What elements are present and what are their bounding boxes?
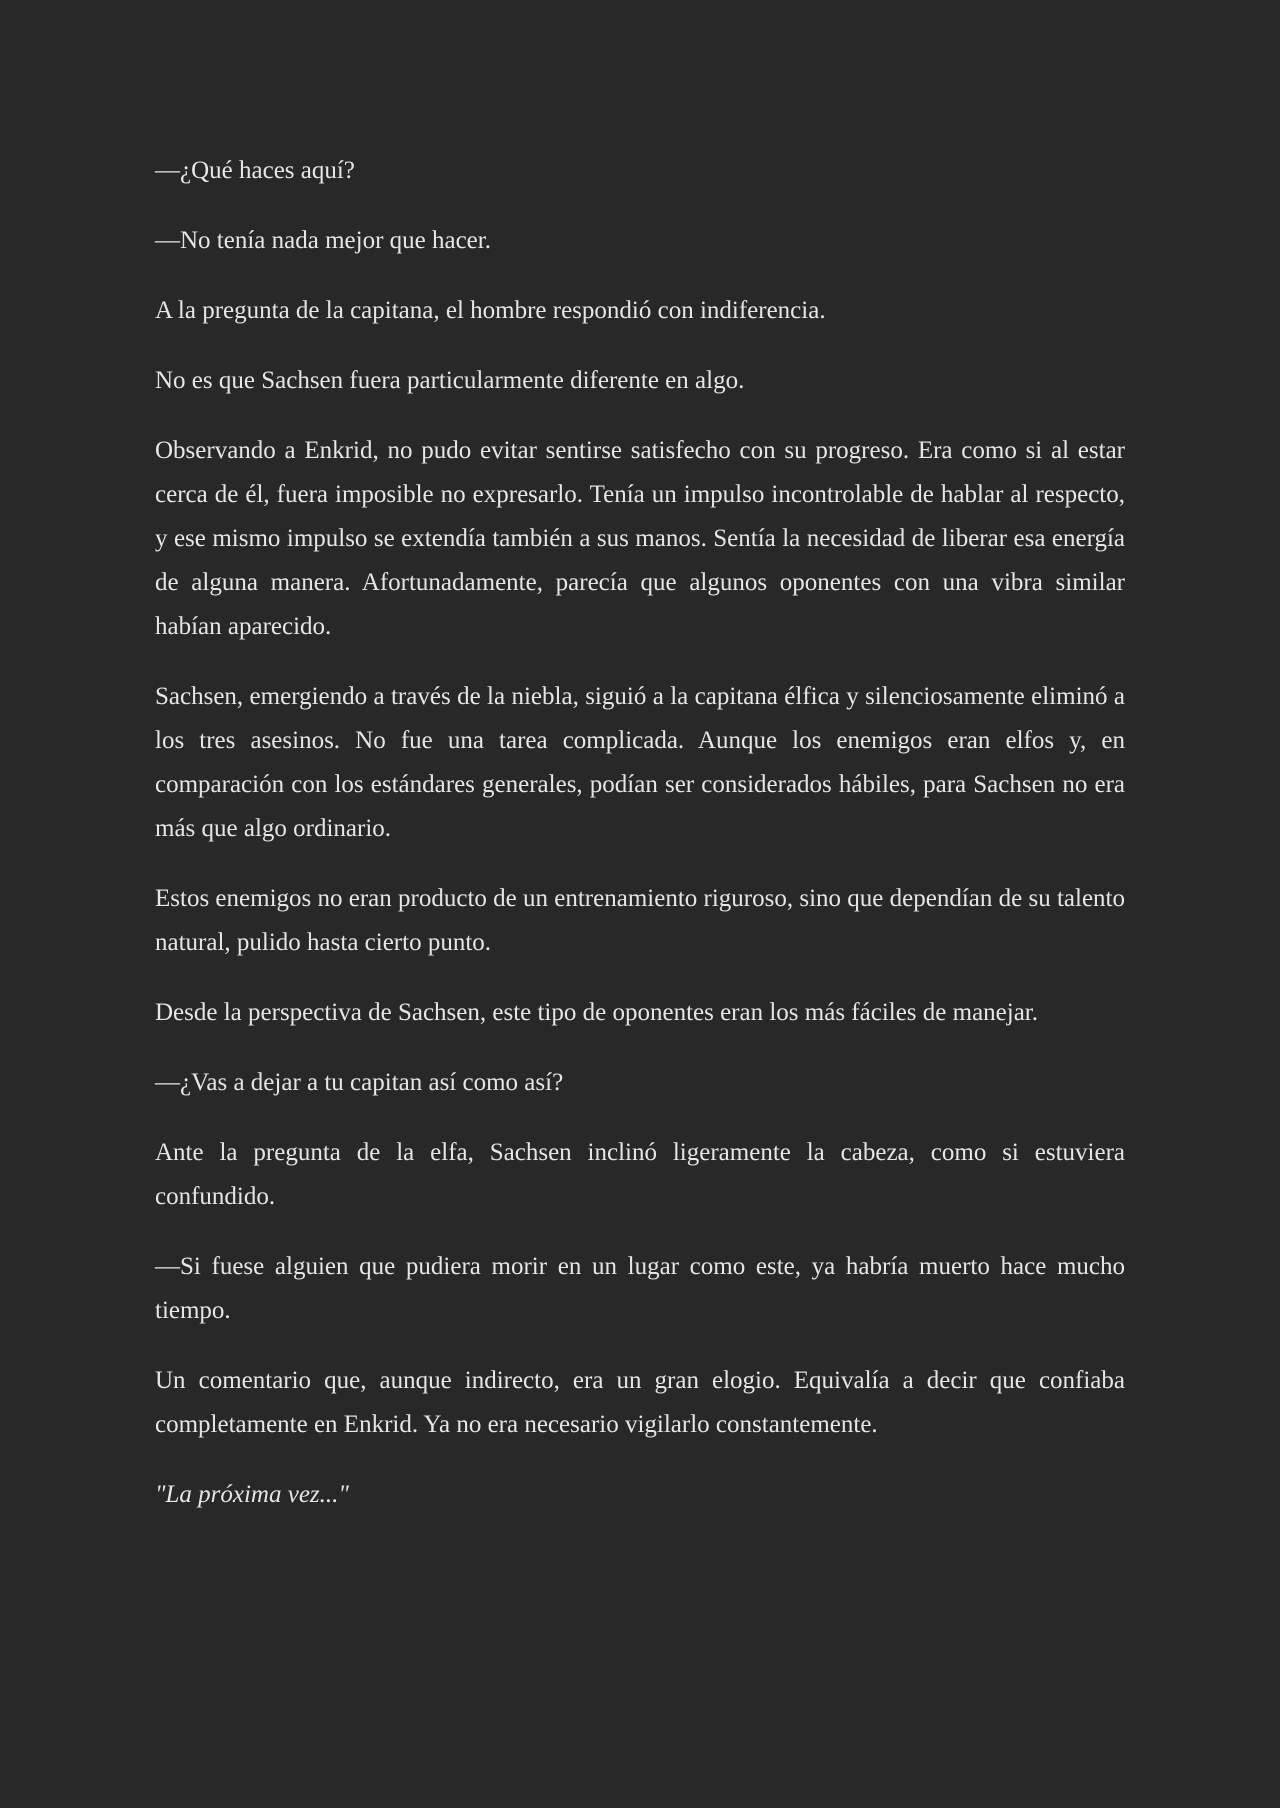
paragraph-8: Desde la perspectiva de Sachsen, este tipo de oponentes eran los más fáciles de manejar. [155,999,1039,1026]
paragraph-10: Ante la pregunta de la elfa, Sachsen inclinó ligeramente la cabeza, como si estuviera confundido. [155,1139,1125,1210]
paragraph-2: —No tenía nada mejor que hacer. [155,227,491,254]
paragraph-4: No es que Sachsen fuera particularmente diferente en algo. [155,367,745,394]
paragraph-6: Sachsen, emergiendo a través de la niebla, siguió a la capitana élfica y silenciosamente eliminó a los tres asesinos. No fue una tarea complicada. Aunque los enemigos eran elfos y, en comparación con los estándares generales, podían ser considerados hábiles, para Sachsen no era más que algo ordinario. [155,683,1125,842]
paragraph-13: "La próxima vez..." [155,1481,349,1508]
paragraph-7: Estos enemigos no eran producto de un entrenamiento riguroso, sino que dependían de su talento natural, pulido hasta cierto punto. [155,885,1125,956]
paragraph-11: —Si fuese alguien que pudiera morir en un lugar como este, ya habría muerto hace mucho tiempo. [155,1253,1125,1324]
paragraph-12: Un comentario que, aunque indirecto, era un gran elogio. Equivalía a decir que confiaba completamente en Enkrid. Ya no era necesario vigilarlo constantemente. [155,1367,1125,1438]
paragraph-1: —¿Qué haces aquí? [155,157,355,184]
paragraph-5: Observando a Enkrid, no pudo evitar sentirse satisfecho con su progreso. Era como si al estar cerca de él, fuera imposible no expresarlo. Tenía un impulso incontrolable de hablar al respecto, y ese mismo impulso se extendía también a sus manos. Sentía la necesidad de liberar esa energía de alguna manera. Afortunadamente, parecía que algunos oponentes con una vibra similar habían aparecido. [155,437,1125,640]
paragraph-9: —¿Vas a dejar a tu capitan así como así? [155,1069,564,1096]
paragraph-3: A la pregunta de la capitana, el hombre respondió con indiferencia. [155,297,826,324]
